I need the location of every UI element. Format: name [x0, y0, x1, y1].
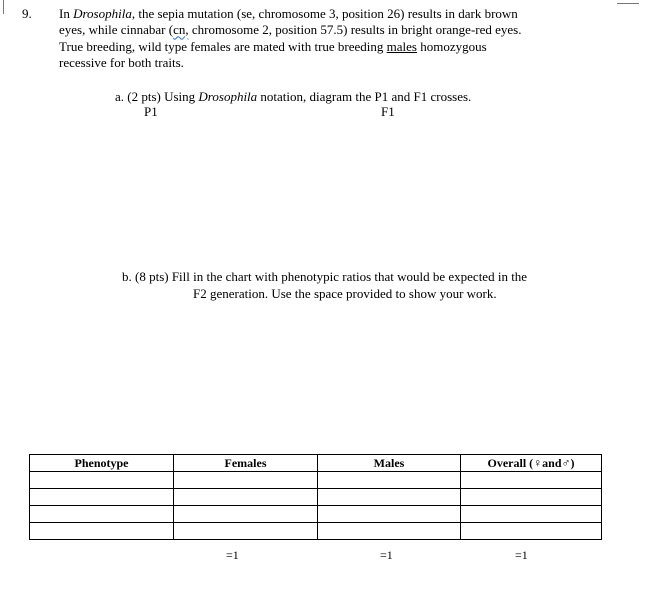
question-text [59, 6, 589, 71]
females-sum: =1 [226, 548, 239, 562]
table-row [30, 472, 602, 489]
table-row [30, 489, 602, 506]
header-phenotype: Phenotype [30, 455, 174, 472]
table-cell[interactable] [461, 506, 602, 523]
question-line-3: True breeding, wild type females are mated with true breeding males homozygous [59, 38, 487, 54]
table-cell[interactable] [30, 523, 174, 540]
species-name: Drosophila [73, 6, 132, 21]
table-cell[interactable] [318, 489, 461, 506]
question-line-1: In Drosophila, the sepia mutation (se, chromosome 3, position 26) results in dark brown [59, 6, 518, 21]
f1-label: F1 [381, 104, 395, 119]
phenotype-table [29, 454, 602, 540]
question-line-2: eyes, while cinnabar (cn, chromosome 2, position 57.5) results in bright orange-red eyes. [59, 22, 522, 38]
table-cell[interactable] [30, 472, 174, 489]
header-males: Males [318, 455, 461, 472]
page-corner-mark-right [617, 0, 639, 4]
part-a-prompt: a. (2 pts) Using Drosophila notation, diagram the P1 and F1 crosses. [115, 89, 472, 104]
p1-label: P1 [144, 104, 158, 119]
table-cell[interactable] [174, 523, 318, 540]
spellcheck-flag-cn: cn, [173, 22, 189, 38]
table-cell[interactable] [174, 489, 318, 506]
underlined-males: males [386, 38, 417, 54]
overall-sum: =1 [515, 548, 528, 562]
table-header-row [30, 455, 602, 472]
table-row [30, 506, 602, 523]
header-overall: Overall (♀and♂) [461, 455, 602, 472]
table-cell[interactable] [174, 506, 318, 523]
question-line-4: recessive for both traits. [59, 54, 184, 70]
table-cell[interactable] [30, 506, 174, 523]
table-row [30, 523, 602, 540]
males-sum: =1 [380, 548, 393, 562]
part-b-prompt-line-2: F2 generation. Use the space provided to show your work. [193, 286, 497, 301]
table-cell[interactable] [30, 489, 174, 506]
page-corner-mark-left [0, 0, 4, 14]
part-b-prompt-line-1: b. (8 pts) Fill in the chart with phenotypic ratios that would be expected in the [122, 269, 528, 284]
table-cell[interactable] [318, 523, 461, 540]
table-cell[interactable] [461, 489, 602, 506]
table-cell[interactable] [318, 506, 461, 523]
table-cell[interactable] [318, 472, 461, 489]
question-number: 9. [22, 6, 32, 21]
table-cell[interactable] [174, 472, 318, 489]
header-females: Females [174, 455, 318, 472]
table-cell[interactable] [461, 472, 602, 489]
table-cell[interactable] [461, 523, 602, 540]
